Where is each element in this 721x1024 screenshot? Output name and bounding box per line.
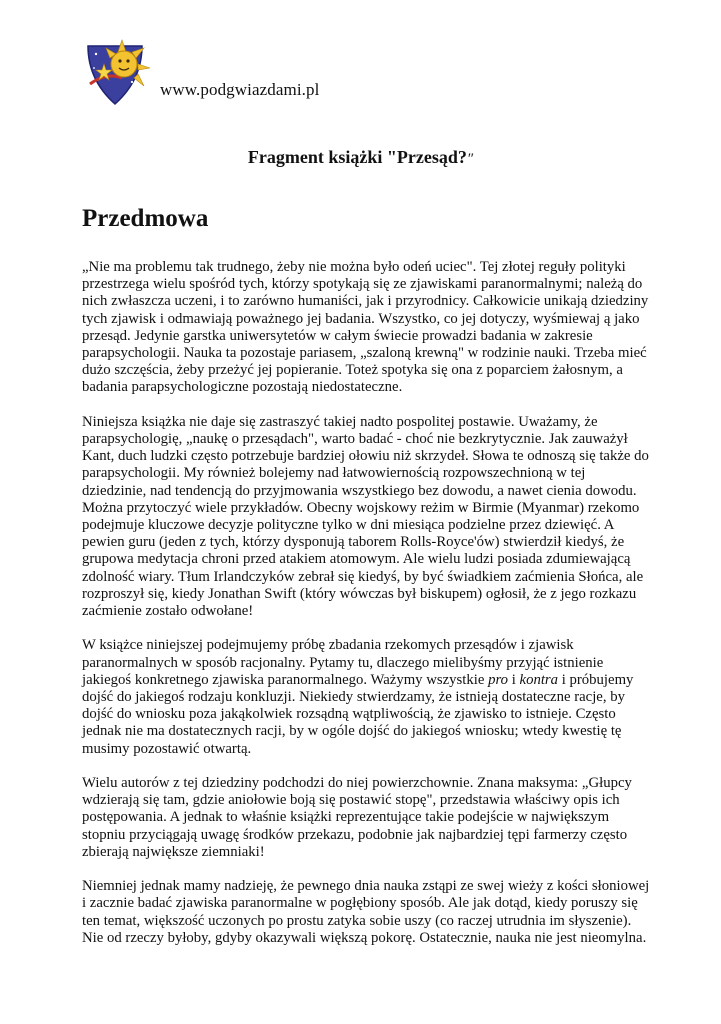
text-run: paranormalnych w sposób racjonalny. Pytamy tu, dlaczego mielibyśmy przyjąć istnienie (82, 654, 604, 671)
text-run: jednak nie ma dostatecznych racji, by w ogóle dojść do jakiegoś wniosku; wtedy kwestię tę (82, 723, 622, 740)
text-run: stopniu przyciągają uwagę środków przekazu, podobnie jak najbardziej tępi farmerzy często (82, 826, 628, 843)
text-run: parapsychologii. My również bolejemy nad łatwowiernością rozpowszechnioną w tej (82, 465, 586, 482)
text-line (82, 775, 648, 792)
text-line (82, 930, 648, 947)
text-run: musimy pozostawić otwartą. (82, 740, 252, 757)
text-line (82, 844, 648, 861)
text-run: Niniejsza książka nie daje się zastraszyć takiej nadto pospolitej postawie. Uważamy, że (82, 413, 598, 430)
text-line (82, 414, 648, 431)
text-run: grupowa medytacja chroni przed atakiem atomowym. Ale wielu ludzi posiada zdumiewającą (82, 551, 631, 568)
document-title-mark: ″ (466, 151, 474, 167)
text-run: i (508, 671, 520, 688)
text-line (82, 517, 648, 534)
text-run: dojść do jakiegoś rodzaju konkluzji. Niekiedy stwierdzamy, że istnieją dostateczne racje, by (82, 689, 625, 706)
text-run: rozproszył się, kiedy Jonathan Swift (który wówczas był biskupem) ogłosił, że z jego rozkazu (82, 585, 637, 602)
site-url[interactable]: www.podgwiazdami.pl (160, 80, 320, 99)
text-run: badania parapsychologiczne pozostają niedostateczne. (82, 379, 403, 396)
text-line (82, 895, 648, 912)
document-title (0, 147, 721, 168)
paragraph (82, 878, 648, 947)
text-line (82, 311, 648, 328)
paragraph (82, 637, 648, 757)
text-run: W książce niniejszej podejmujemy próbę zbadania rzekomych przesądów i zjawisk (82, 637, 574, 654)
text-run: parapsychologii. Nauka ta pozostaje pariasem, „szaloną krewną" w rodzinie nauki. Trzeba mieć (82, 345, 647, 362)
text-line (82, 379, 648, 396)
text-line (82, 913, 648, 930)
text-run: przestrzega wielu spośród tych, którzy spotykają się ze zjawiskami paranormalnymi; należą do (82, 276, 643, 293)
text-run: dziedzinie, nad tendencją do przyjmowania wszystkiego bez dowodu, a nawet cienia dowodu. (82, 482, 637, 499)
text-line (82, 809, 648, 826)
paragraph (82, 259, 648, 397)
emphasis-text: kontra (519, 671, 559, 688)
text-line (82, 431, 648, 448)
paragraph (82, 414, 648, 620)
text-line (82, 706, 648, 723)
text-line (82, 345, 648, 362)
text-run: ten temat, większość uczonych po prostu zatyka sobie uszy (co raczej utrudnia im słyszenie). (82, 912, 632, 929)
text-run: nich zwłaszcza uczeni, i to zarówno humaniści, jak i przyrodnicy. Całkowicie unikają dziedziny (82, 293, 649, 310)
text-line (82, 637, 648, 654)
text-line (82, 878, 648, 895)
text-line (82, 741, 648, 758)
text-line (82, 586, 648, 603)
text-run: podejmuje kluczowe decyzje polityczne tylko w dni miesiąca podzielne przez dziewięć. A (82, 517, 615, 534)
text-line (82, 483, 648, 500)
text-run: tych zjawisk i odmawiają poważnego jej badania. Wszystko, co jej dotyczy, wyśmiewaj ą jako (82, 310, 640, 327)
text-line (82, 603, 648, 620)
text-line (82, 655, 648, 672)
site-logo[interactable] (82, 38, 152, 108)
text-run: Kant, duch ludzki często potrzebuje bardziej ołowiu niż skrzydeł. Słowa te odnoszą się także do (82, 448, 649, 465)
text-run: zdolność wiary. Tłum Irlandczyków zebrał się kiedyś, by być świadkiem zaćmienia Słońca, ale (82, 568, 644, 585)
text-run: Wielu autorów z tej dziedziny podchodzi do niej powierzchownie. Znana maksyma: „Głupcy (82, 775, 632, 792)
text-line (82, 569, 648, 586)
text-line (82, 465, 648, 482)
emphasis-text: pro (488, 671, 509, 688)
section-heading: Przedmowa (82, 205, 209, 232)
text-line (82, 276, 648, 293)
text-run: parapsychologię, „naukę o przesądach", warto badać - choć nie bezkrytycznie. Jak zauważył (82, 431, 628, 448)
text-run: postępowania. A jednak to właśnie książki reprezentujące takie podejście w największym (82, 809, 610, 826)
document-title-text: Fragment książki "Przesąd? (247, 147, 467, 167)
text-line (82, 672, 648, 689)
text-line (82, 689, 648, 706)
text-line (82, 723, 648, 740)
text-run: zbierają największe ziemniaki! (82, 843, 265, 860)
text-run: dojść do wniosku poza jakąkolwiek rozsądną wątpliwością, że zjawisko to istnieje. Często (82, 706, 616, 723)
text-run: „Nie ma problemu tak trudnego, żeby nie można było odeń uciec". Tej złotej reguły polityki (82, 259, 626, 275)
text-line (82, 827, 648, 844)
text-line (82, 500, 648, 517)
text-line (82, 534, 648, 551)
text-run: dużo szczęścia, żeby przeżyć jej popieranie. Toteż spotyka się ona z poparciem żałosnym, a (82, 362, 623, 379)
text-run: i zacznie badać zjawiska paranormalne w pogłębiony sposób. Ale jak dotąd, kiedy poruszy się (82, 895, 638, 912)
text-run: Można przytoczyć wiele przykładów. Obecny wojskowy reżim w Birmie (Myanmar) rzekomo (82, 499, 640, 516)
text-run: wdzierają się tam, gdzie aniołowie boją się postawić stopę", przedstawia właściwy opis ich (82, 792, 620, 809)
text-line (82, 551, 648, 568)
text-run: pewien guru (jeden z tych, którzy dysponują taborem Rolls-Royce'ów) stwierdził kiedyś, że (82, 534, 625, 551)
logo-sun-star-icon (82, 38, 152, 108)
text-line (82, 259, 648, 276)
text-run: Niemniej jednak mamy nadzieję, że pewnego dnia nauka zstąpi ze swej wieży z kości słoniowej (82, 878, 650, 895)
paragraph (82, 775, 648, 861)
text-run: Nie od rzeczy byłoby, gdyby okazywali większą pokorę. Ostatecznie, nauka nie jest nieomylna. (82, 929, 647, 946)
text-line (82, 328, 648, 345)
text-line (82, 448, 648, 465)
text-line (82, 293, 648, 310)
text-run: i próbujemy (558, 671, 634, 688)
text-line (82, 362, 648, 379)
text-line (82, 792, 648, 809)
document-body (82, 259, 648, 964)
text-run: zaćmienie zostało odwołane! (82, 603, 254, 620)
text-run: jakiegoś konkretnego zjawiska paranormalnego. Ważymy wszystkie (82, 671, 489, 688)
text-run: przesąd. Jedynie garstka uniwersytetów w całym świecie prowadzi badania w zakresie (82, 327, 593, 344)
